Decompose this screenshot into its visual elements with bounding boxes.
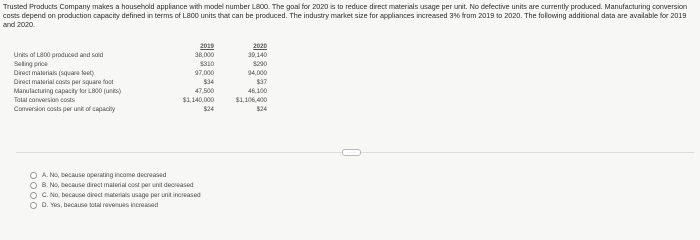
radio-button[interactable] [30, 192, 37, 199]
value-2020: $24 [256, 106, 267, 113]
header-2020: 2020 [253, 43, 267, 50]
option-a[interactable] [30, 170, 201, 180]
value-2020: 39,140 [248, 52, 267, 59]
data-table [14, 42, 267, 114]
table-row [14, 60, 267, 69]
answer-options [30, 170, 201, 210]
value-2019: 97,000 [195, 70, 214, 77]
value-2019: $310 [200, 61, 214, 68]
row-label: Conversion costs per unit of capacity [14, 106, 116, 113]
option-b[interactable] [30, 180, 201, 190]
value-2020: $290 [253, 61, 267, 68]
problem-statement: Trusted Products Company makes a household appliance with model number L800. The goal for 2020 is to reduce direct materials usage per unit. No defective units are currently produced. Manufacturing conversion costs depend on production capacity defined in terms of L800 units that can be produced. The industry market size for appliances increased 3% from 2019 to 2020. The following additional data are available for 2019 and 2020. [3, 2, 687, 29]
value-2019: $1,140,000 [183, 97, 214, 104]
option-text: No, because direct materials usage per unit increased [50, 191, 201, 199]
table-row [14, 87, 267, 96]
table-header-row [14, 42, 267, 51]
option-letter: A. [42, 171, 48, 179]
option-d[interactable] [30, 200, 201, 210]
table-row [14, 51, 267, 60]
table-row [14, 96, 267, 105]
value-2020: $37 [256, 79, 267, 86]
radio-button[interactable] [30, 172, 37, 179]
radio-button[interactable] [30, 202, 37, 209]
value-2019: $24 [203, 106, 214, 113]
value-2020: 94,000 [248, 70, 267, 77]
option-letter: D. [42, 201, 49, 209]
option-c[interactable] [30, 190, 201, 200]
value-2019: 47,500 [195, 88, 214, 95]
table-row [14, 105, 267, 114]
expand-more-button[interactable]: ····· [342, 149, 361, 156]
radio-button[interactable] [30, 182, 37, 189]
row-label: Direct material costs per square foot [14, 79, 114, 86]
row-label: Selling price [14, 61, 48, 68]
option-text: No, because direct material cost per unit decreased [49, 181, 194, 189]
option-text: No, because operating income decreased [49, 171, 167, 179]
row-label: Units of L800 produced and sold [14, 52, 104, 59]
table-row [14, 69, 267, 78]
option-letter: C. [42, 191, 49, 199]
option-text: Yes, because total revenues increased [50, 201, 158, 209]
row-label: Manufacturing capacity for L800 (units) [14, 88, 121, 95]
row-label: Total conversion costs [14, 97, 75, 104]
table-row [14, 78, 267, 87]
value-2020: 46,100 [248, 88, 267, 95]
value-2020: $1,106,400 [236, 97, 267, 104]
option-letter: B. [42, 181, 48, 189]
value-2019: 38,000 [195, 52, 214, 59]
header-label-cell [14, 42, 164, 51]
header-2019: 2019 [200, 43, 214, 50]
row-label: Direct materials (square feet) [14, 70, 94, 77]
value-2019: $34 [203, 79, 214, 86]
